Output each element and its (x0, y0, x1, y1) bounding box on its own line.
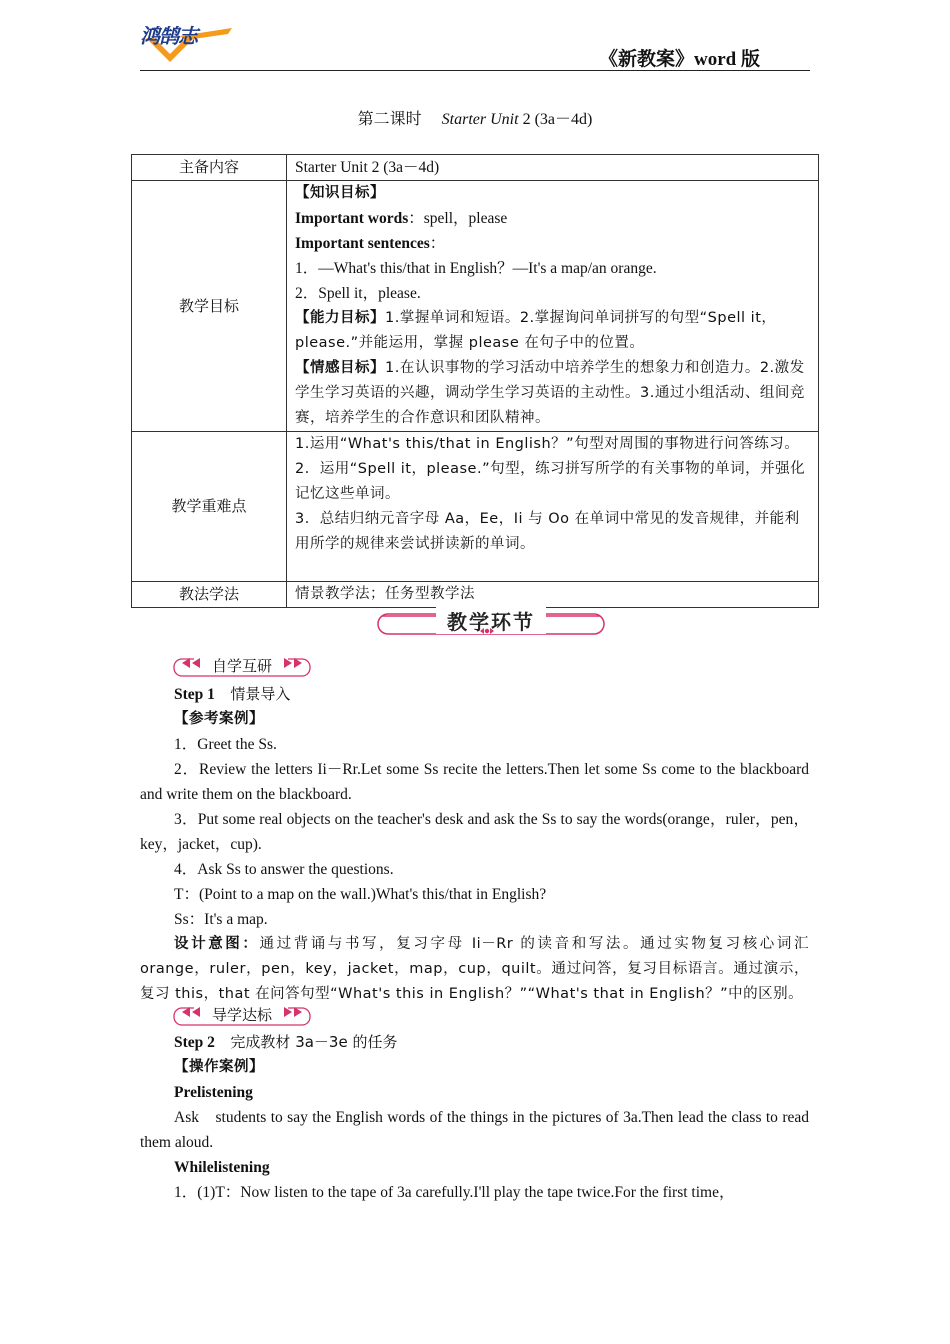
section-tag-label: 导学达标 (211, 1006, 272, 1024)
step-item: 4．Ask Ss to answer the questions. (174, 861, 394, 878)
dialogue-line: T：(Point to a map on the wall.)What's this/that in English? (174, 886, 547, 903)
important-sentences: Important sentences： (295, 235, 446, 252)
step-item: 2．Review the letters Ii－Rr.Let some Ss recite the letters.Then let some Ss come to the blackboard and write them on the blackboard. (140, 761, 809, 803)
section-tag-guided-study (172, 1003, 312, 1027)
difficulty-item: 3．总结归纳元音字母 Aa，Ee，Ii 与 Oo 在单词中常见的发音规律，并能利用所学的规律来尝试拼读新的单词。 (295, 511, 800, 552)
table-row (132, 432, 819, 582)
lesson-plan-table (131, 154, 819, 608)
row-content: 情景教学法；任务型教学法 (287, 582, 819, 608)
knowledge-goal-heading: 【知识目标】 (295, 185, 385, 201)
section2-body (140, 1030, 809, 1205)
teaching-goals-cell (287, 181, 819, 432)
section-tag-label: 自学互研 (211, 657, 272, 675)
difficulties-cell (287, 432, 819, 582)
step-item: 1．Greet the Ss. (174, 736, 277, 753)
lesson-range: 2 (3a－4d) (522, 111, 593, 128)
prelistening-text: Ask students to say the English words of the things in the pictures of 3a.Then lead the class to read them aloud. (140, 1109, 809, 1151)
emotion-goal: 【情感目标】1.在认识事物的学习活动中培养学生的想象力和创造力。2.激发学生学习英语的兴趣，调动学生学习英语的主动性。3.通过小组活动、组间竞赛，培养学生的合作意识和团队精神。 (295, 360, 805, 426)
difficulty-item: 2．运用“Spell it，please.”句型，练习拼写所学的有关事物的单词，并强化记忆这些单词。 (295, 461, 806, 502)
page-header (140, 18, 810, 71)
row-label: 主备内容 (132, 155, 287, 181)
banner-title: 教学环节 (447, 610, 535, 634)
step-item: 3．Put some real objects on the teacher's desk and ask the Ss to say the words(orange，ruler，pen，key，jacket，cup). (140, 811, 809, 853)
lesson-number: 第二课时 (357, 109, 422, 128)
important-words: Important words：spell，please (295, 210, 508, 227)
row-label: 教学目标 (132, 181, 287, 432)
section-tag-self-study (172, 654, 312, 678)
whilelistening-heading: Whilelistening (174, 1159, 270, 1176)
header-edition-label: 《新教案》word 版 (599, 49, 760, 70)
whilelistening-text: 1．(1)T：Now listen to the tape of 3a carefully.I'll play the tape twice.For the first time， (174, 1184, 735, 1201)
ability-goal: 【能力目标】1.掌握单词和短语。2.掌握询问单词拼写的句型“Spell it，please.”并能运用，掌握 please 在句子中的位置。 (295, 310, 777, 351)
section1-body (140, 682, 809, 1007)
sentence-item: 2．Spell it，please. (295, 285, 421, 302)
row-label: 教法学法 (132, 582, 287, 608)
case-heading: 【操作案例】 (174, 1059, 264, 1075)
logo-text: 鸿鹄志 (140, 24, 197, 48)
table-row (132, 155, 819, 181)
lesson-title (0, 106, 950, 129)
case-heading: 【参考案例】 (174, 711, 264, 727)
row-content: Starter Unit 2 (3a－4d) (287, 155, 819, 181)
step-heading: Step 2 完成教材 3a－3e 的任务 (174, 1033, 398, 1051)
teaching-steps-banner (376, 604, 606, 642)
row-label: 教学重难点 (132, 432, 287, 582)
lesson-unit: Starter Unit (441, 111, 519, 128)
table-row (132, 181, 819, 432)
step-heading: Step 1 情景导入 (174, 685, 291, 703)
dialogue-line: Ss：It's a map. (174, 911, 268, 928)
logo (140, 18, 240, 64)
sentence-item: 1．—What's this/that in English？—It's a map/an orange. (295, 260, 657, 277)
design-intent: 设计意图：通过背诵与书写，复习字母 Ii－Rr 的读音和写法。通过实物复习核心词汇 orange，ruler，pen，key，jacket，map，cup，quilt。通过问答，复习目标语言。通过演示，复习 this，that 在问答句型“What's this in English？”“What's that in English？”中的区别。 (140, 936, 810, 1002)
prelistening-heading: Prelistening (174, 1084, 253, 1101)
difficulty-item: 1.运用“What's this/that in English？”句型对周围的事物进行问答练习。 (295, 436, 800, 452)
